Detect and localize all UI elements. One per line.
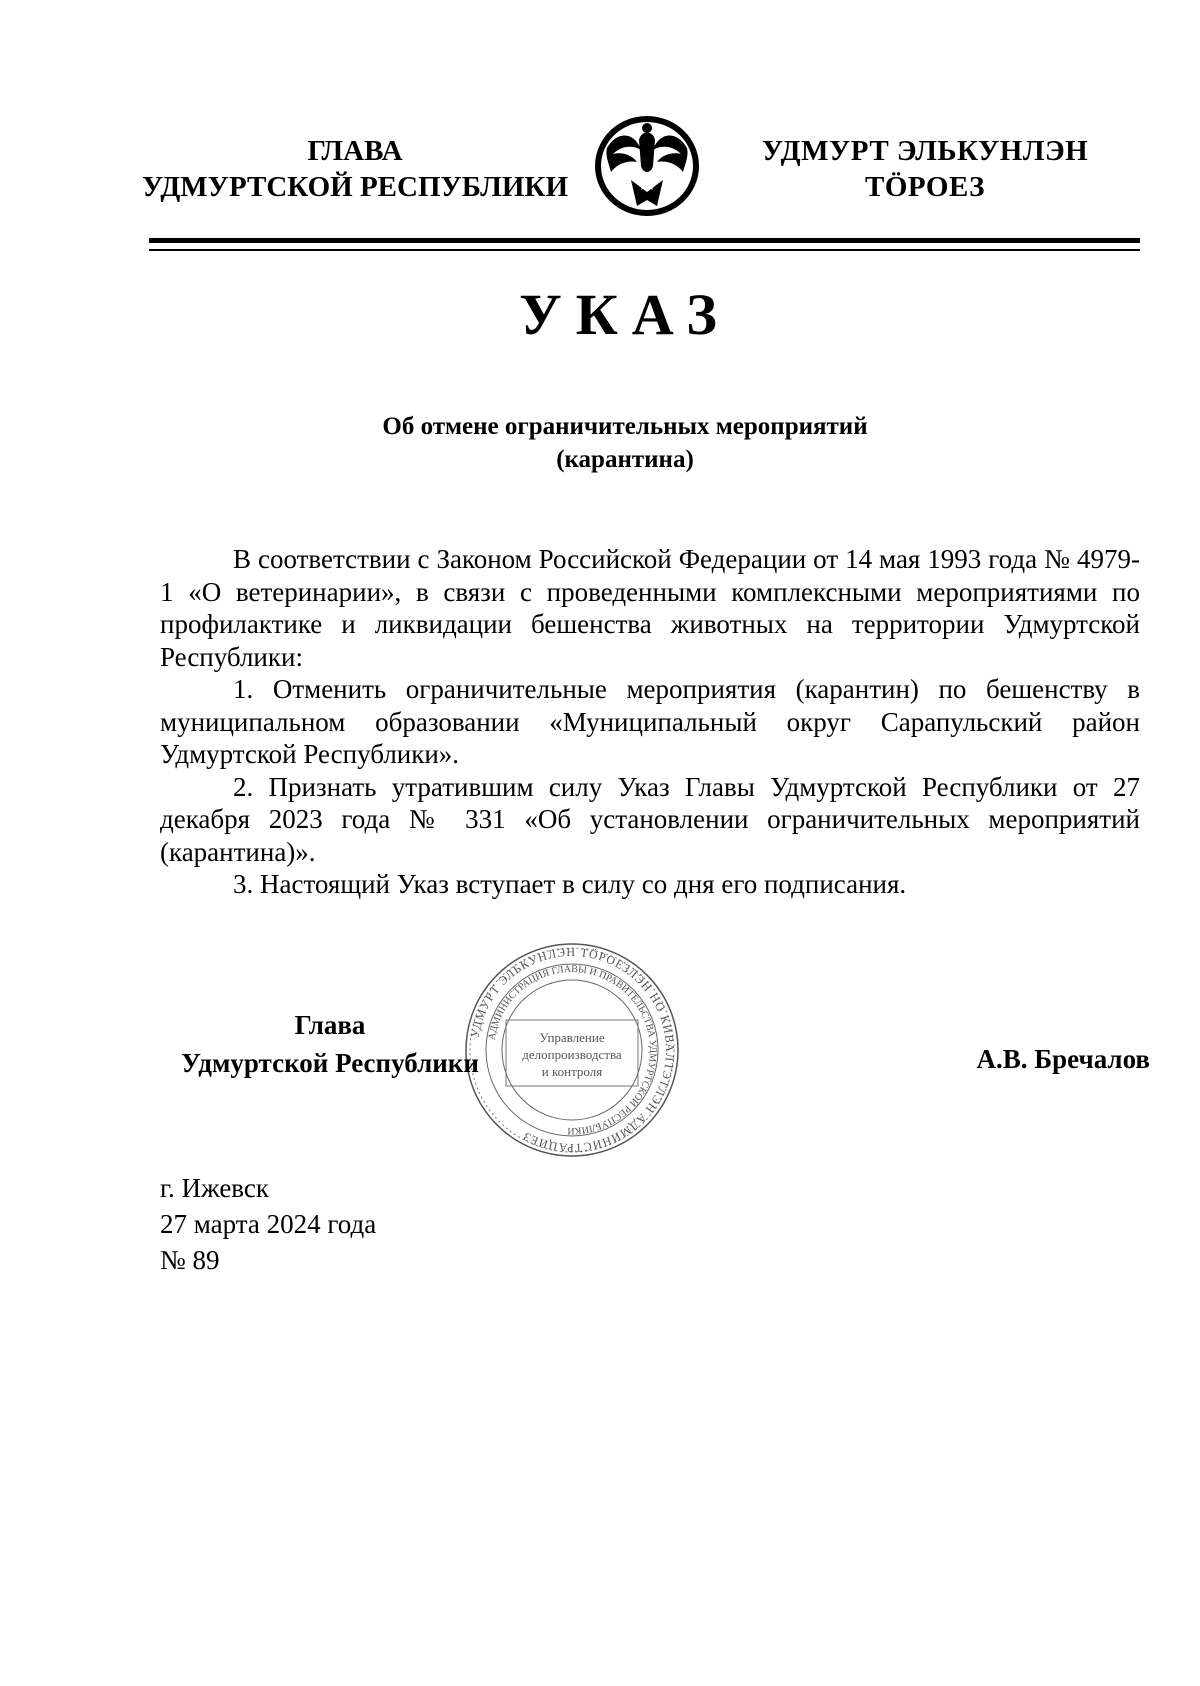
footer-number: № 89: [160, 1245, 220, 1275]
clause-1-paragraph: 1. Отменить ограничительные мероприятия (карантин) по бешенству в муниципальном образовании «Муниципальный округ Сарапульский район Удмуртской Республики».: [160, 674, 1140, 769]
preamble-paragraph: В соответствии с Законом Российской Федерации от 14 мая 1993 года № 4979-1 «О ветеринарии», в связи с проведенными комплексными мероприятиями по профилактике и ликвидации бешенства животных на территории Удмуртской Республики:: [160, 544, 1140, 672]
header-right-line2: ТӦРОЕЗ: [864, 171, 985, 203]
document-footer: [160, 1170, 376, 1278]
stamp-outer-text: УДМУРТ ЭЛЬКУНЛЭН ТӦРОЕЗЛЭН НО КИВАЛТЭТЛЭН АДМИНИСТРАЦИЕЗ: [467, 944, 678, 1156]
document-body: [160, 543, 1140, 901]
header-left-line2: УДМУРТСКОЙ РЕСПУБЛИКИ: [141, 171, 569, 203]
stamp-inner-text: АДМИНИСТРАЦИЯ ГЛАВЫ И ПРАВИТЕЛЬСТВА УДМУРТСКОЙ РЕСПУБЛИКИ: [486, 963, 659, 1137]
signatory-position: [170, 1006, 490, 1082]
official-seal-stamp: [462, 940, 682, 1162]
udmurtia-coat-of-arms-icon: [587, 110, 707, 220]
document-subject-line1: Об отмене ограничительных мероприятий: [382, 413, 868, 440]
signatory-position-line2: Удмуртской Республики: [181, 1048, 479, 1078]
clause-2-paragraph: 2. Признать утратившим силу Указ Главы Удмуртской Республики от 27 декабря 2023 года № 331 «Об установлении ограничительных мероприятий (карантина)».: [160, 771, 1140, 867]
clause-3-paragraph: 3. Настоящий Указ вступает в силу со дня его подписания.: [233, 869, 907, 899]
document-subject-line2: (карантина): [556, 446, 694, 473]
header-rule-thin: [149, 249, 1140, 251]
stamp-center-line1: Управление: [539, 1030, 605, 1045]
header-left: [140, 133, 570, 205]
signatory-name: А.В. Бречалов: [976, 1044, 1150, 1074]
footer-date: 27 марта 2024 года: [160, 1209, 377, 1239]
document-subject: [0, 410, 1200, 476]
document-type-title: УКАЗ: [519, 282, 731, 347]
header-left-line1: ГЛАВА: [307, 135, 403, 167]
footer-city: г. Ижевск: [160, 1173, 270, 1203]
stamp-center-line3: и контроля: [541, 1064, 603, 1079]
header-rule-thick: [149, 238, 1140, 243]
signatory-position-line1: Глава: [294, 1010, 366, 1040]
header-right-line1: УДМУРТ ЭЛЬКУНЛЭН: [761, 135, 1089, 167]
stamp-center-line2: делопроизводства: [522, 1047, 622, 1062]
header-right: [740, 133, 1110, 205]
